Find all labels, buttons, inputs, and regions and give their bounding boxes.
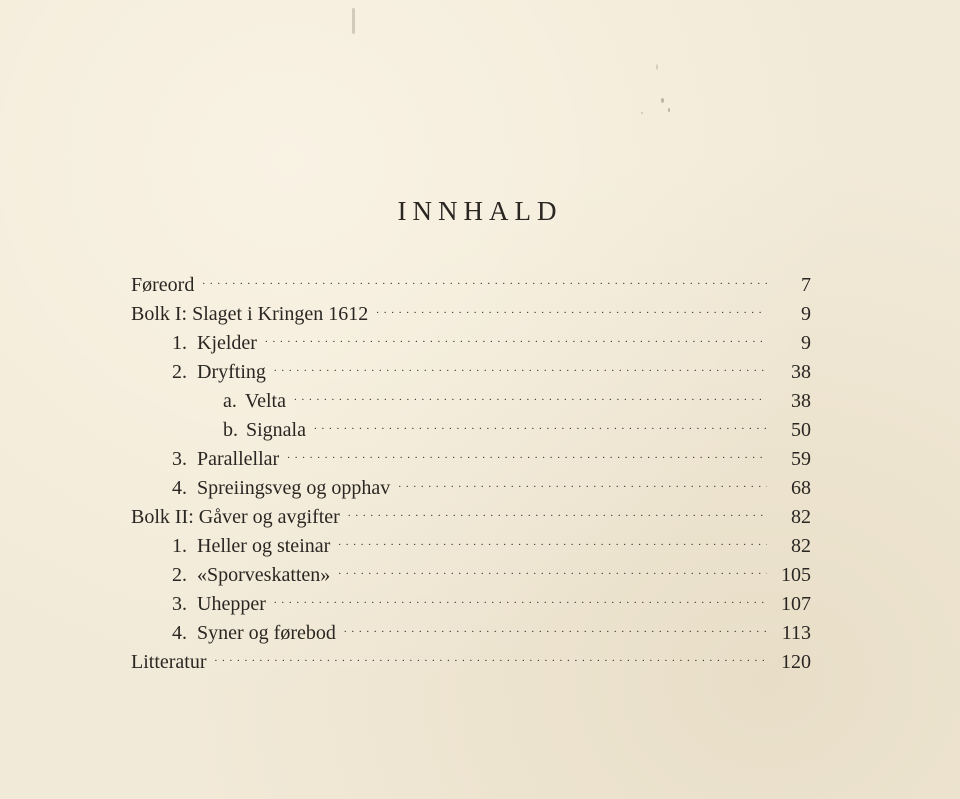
toc-entry-number: 1. (172, 332, 187, 354)
toc-entry-label: Dryfting (197, 361, 266, 383)
dot-leader (265, 320, 767, 349)
dot-leader (376, 291, 767, 320)
toc-page-number: 82 (791, 535, 811, 557)
toc-page-number: 107 (781, 593, 811, 615)
dot-leader (274, 581, 767, 610)
dot-leader (274, 349, 767, 378)
paper-speck (656, 64, 658, 70)
toc-entry-number: b. (223, 419, 238, 441)
dot-leader (215, 639, 767, 668)
toc-entry-label: Bolk II: Gåver og avgifter (131, 506, 340, 528)
toc-entry-label: Syner og førebod (197, 622, 336, 644)
toc-entry-litteratur (131, 639, 811, 673)
paper-speck (661, 98, 664, 103)
toc-entry-number: a. (223, 390, 237, 412)
toc-entry-label: Spreiingsveg og opphav (197, 477, 391, 499)
toc-page-number: 82 (791, 506, 811, 528)
toc-entry-label: «Sporveskatten» (197, 564, 331, 586)
toc-entry-number: 4. (172, 622, 187, 644)
toc-entry-label: Signala (246, 419, 306, 441)
toc-entry-label: Uhepper (197, 593, 266, 615)
dot-leader (338, 552, 767, 581)
toc-entry-number: 2. (172, 361, 187, 383)
toc-page-number: 59 (791, 448, 811, 470)
paper-speck (352, 8, 355, 34)
toc-entry-label: Føreord (131, 274, 195, 296)
dot-leader (294, 378, 767, 407)
toc-page-number: 120 (781, 651, 811, 673)
paper-speck (668, 108, 670, 112)
toc-page-number: 50 (791, 419, 811, 441)
toc-entry-label: Kjelder (197, 332, 257, 354)
dot-leader (344, 610, 767, 639)
toc-page-number: 105 (781, 564, 811, 586)
paper-speck (641, 112, 643, 114)
toc-entry-number: 1. (172, 535, 187, 557)
toc-page-number: 68 (791, 477, 811, 499)
dot-leader (348, 494, 767, 523)
toc-page-number: 113 (781, 622, 811, 644)
toc-entry-number: 3. (172, 593, 187, 615)
toc-entry-label: Litteratur (131, 651, 207, 673)
toc-page-number: 7 (801, 274, 811, 296)
dot-leader (338, 523, 767, 552)
toc-entry-number: 2. (172, 564, 187, 586)
toc-entry-number: 4. (172, 477, 187, 499)
toc-page-number: 9 (801, 303, 811, 325)
toc-entry-label: Bolk I: Slaget i Kringen 1612 (131, 303, 369, 325)
dot-leader (202, 262, 767, 291)
toc-entry-label: Heller og steinar (197, 535, 331, 557)
table-of-contents (131, 262, 811, 673)
toc-entry-bolk-1 (131, 291, 811, 325)
dot-leader (287, 436, 767, 465)
dot-leader (398, 465, 767, 494)
page-title: INNHALD (397, 196, 563, 226)
toc-entry-foreord (131, 262, 811, 296)
toc-page-number: 38 (791, 361, 811, 383)
toc-page-number: 9 (801, 332, 811, 354)
dot-leader (314, 407, 767, 436)
toc-entry-number: 3. (172, 448, 187, 470)
toc-entry-label: Parallellar (197, 448, 280, 470)
toc-page-number: 38 (791, 390, 811, 412)
toc-entry-label: Velta (244, 390, 286, 412)
